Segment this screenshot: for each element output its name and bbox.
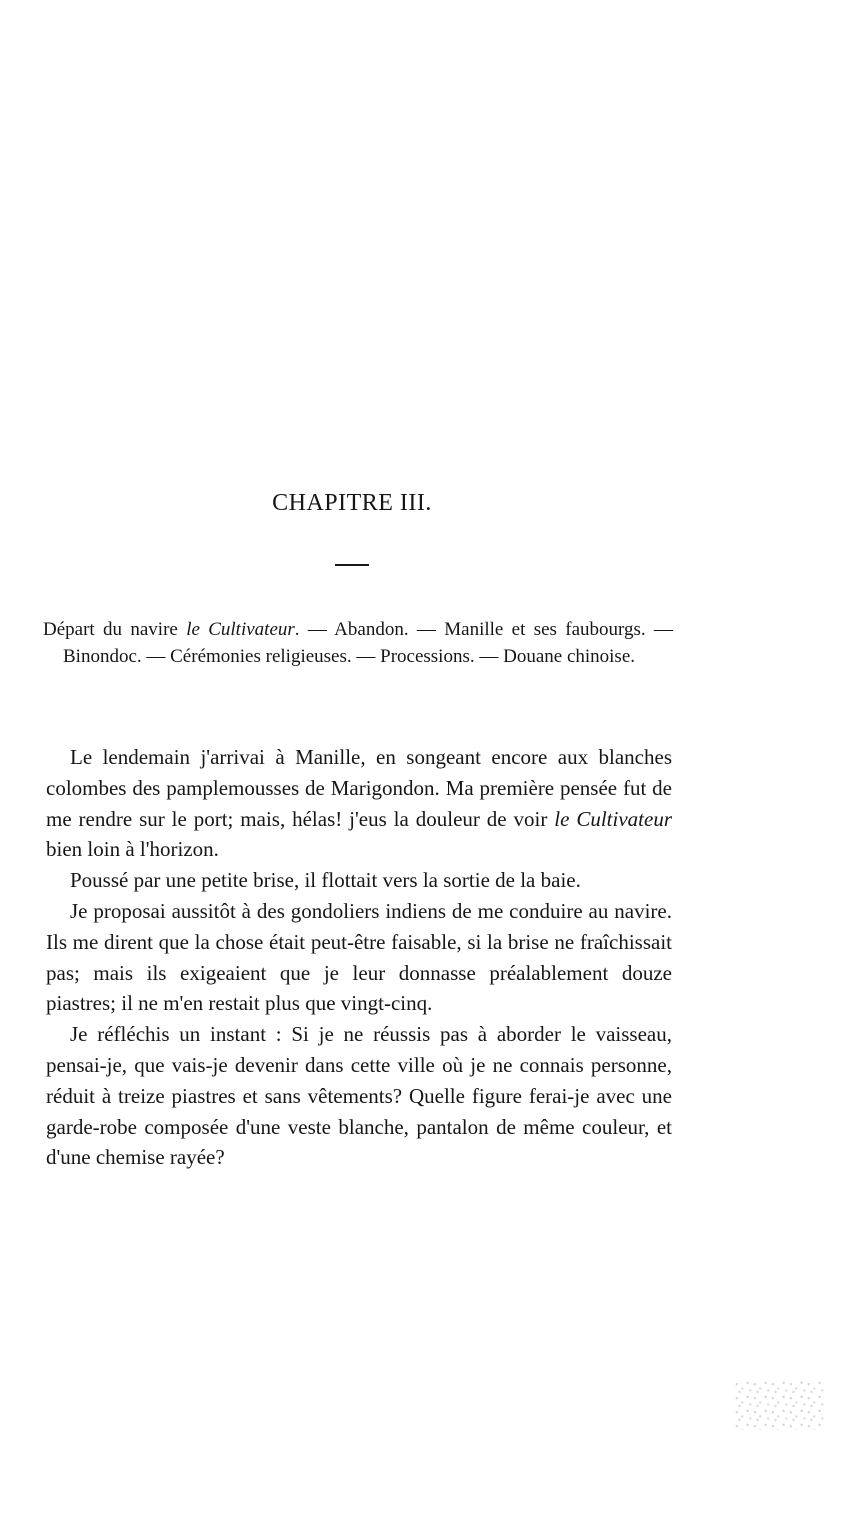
- summary-text-rest: . — Abandon. — Manille et ses faubourgs. — Binondoc. — Cérémonies religieuses. — Processions. — Douane chinoise.: [63, 619, 674, 667]
- paragraph-1: [46, 742, 672, 865]
- paragraph-1-start: Le lendemain j'arrivai à Manille, en songeant encore aux blanches colombes des pamplemousses de Marigondon. Ma première pensée fut de me rendre sur le port; mais, hélas! j'eus la douleur de voir: [46, 745, 672, 831]
- paragraph-2: Poussé par une petite brise, il flottait vers la sortie de la baie.: [70, 868, 581, 893]
- chapter-summary: [43, 616, 673, 670]
- chapter-title: CHAPITRE III.: [272, 490, 432, 516]
- paragraph-1-end: bien loin à l'horizon.: [46, 837, 219, 862]
- paper-speckle: [735, 1380, 825, 1430]
- paragraph-4: Je réfléchis un instant : Si je ne réussis pas à aborder le vaisseau, pensai-je, que vais-je devenir dans cette ville où je ne connais personne, réduit à treize piastres et sans vêtements? Quelle figure ferai-je avec une garde-robe composée d'une veste blanche, pantalon de même couleur, et d'une chemise rayée?: [46, 1022, 672, 1170]
- paragraph-1-ship-name: le Cultivateur: [554, 806, 672, 831]
- summary-text-start: Départ du navire: [43, 619, 187, 640]
- chapter-body: [46, 742, 672, 1173]
- paragraph-3: Je proposai aussitôt à des gondoliers indiens de me conduire au navire. Ils me dirent que la chose était peut-être faisable, si la brise ne fraîchissait pas; mais ils exigeaient que je leur donnasse préalablement douze piastres; il ne m'en restait plus que vingt-cinq.: [46, 898, 672, 1016]
- title-divider: [335, 564, 369, 566]
- summary-ship-name: le Cultivateur: [186, 619, 295, 640]
